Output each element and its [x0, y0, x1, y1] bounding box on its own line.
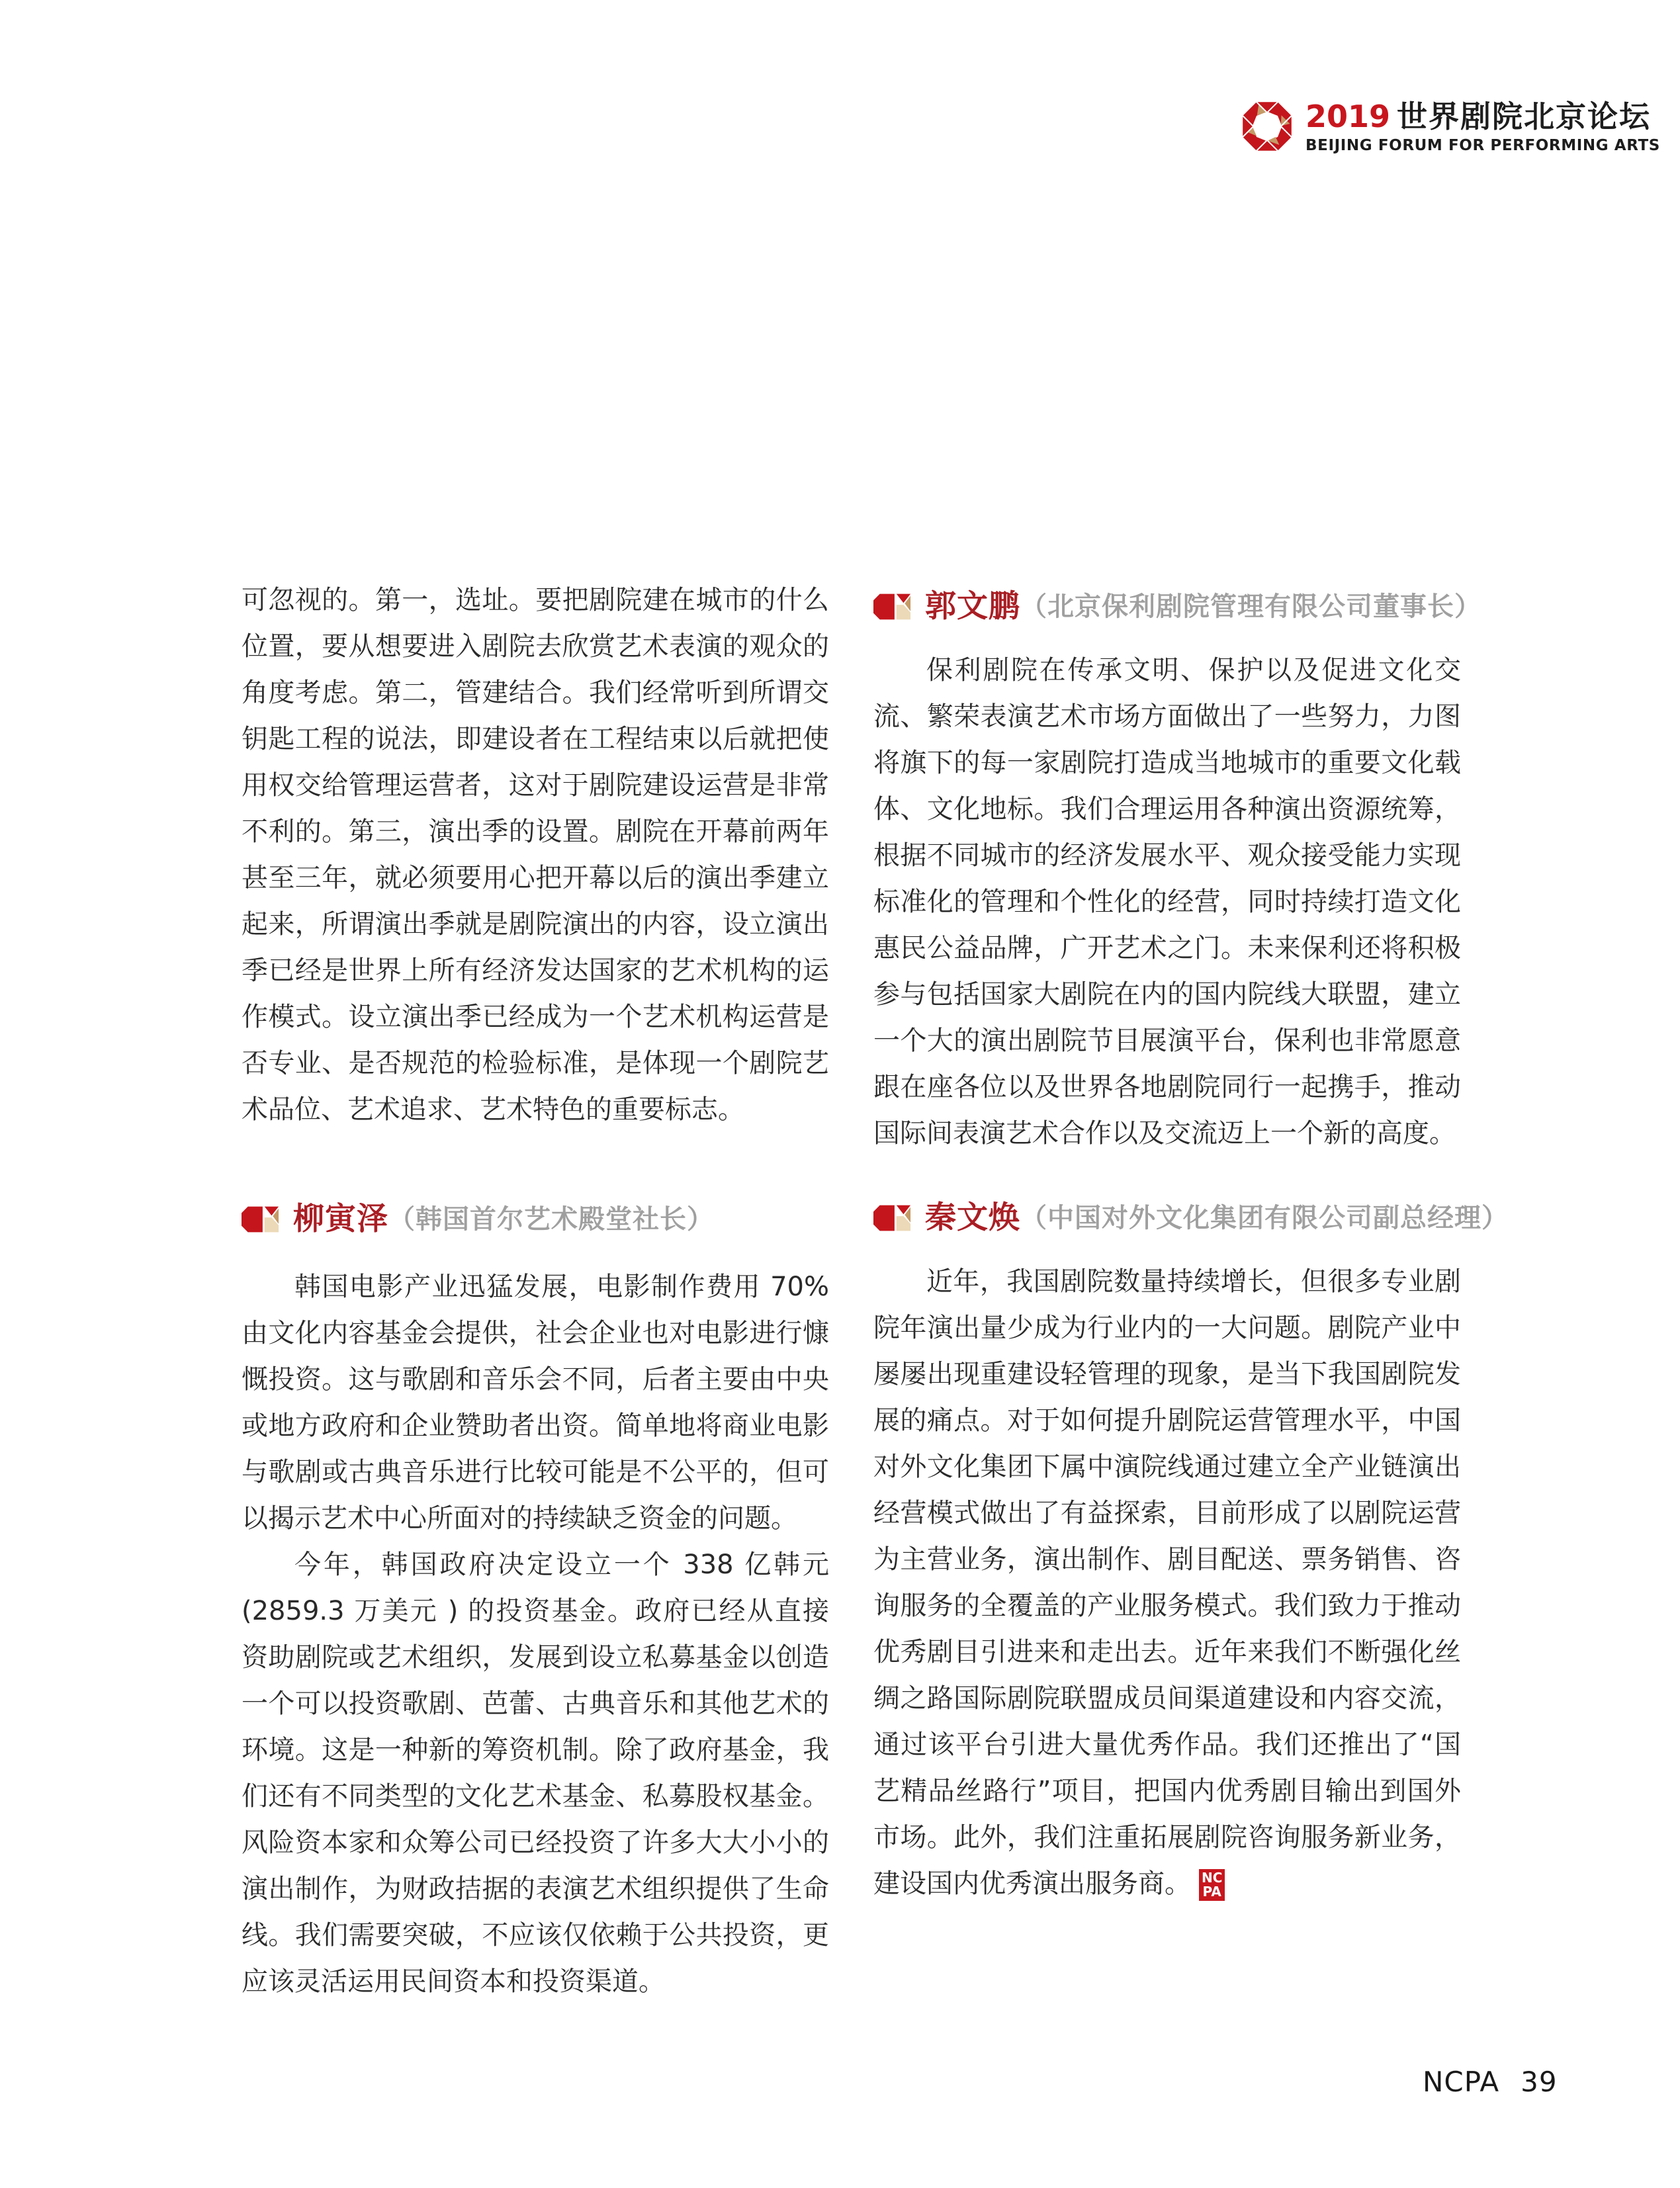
left-column: [242, 577, 829, 2005]
right-column: [873, 577, 1509, 1907]
speaker-affiliation: （中国对外文化集团有限公司副总经理）: [1020, 1203, 1509, 1233]
masthead-text: [1305, 99, 1660, 154]
speaker-name: 柳寅泽: [293, 1201, 388, 1237]
endmark-line1: NC: [1202, 1870, 1223, 1886]
speaker-heading: [873, 1198, 1509, 1239]
masthead: [1241, 99, 1660, 154]
speaker-bullet-icon: [873, 1205, 912, 1231]
forum-logo-icon: [1241, 99, 1294, 153]
paragraph: 近年，我国剧院数量持续增长，但很多专业剧院年演出量少成为行业内的一大问题。剧院产业中屡屡出现重建设轻管理的现象，是当下我国剧院发展的痛点。对于如何提升剧院运营管理水平，中国对外文化集团下属中演院线通过建立全产业链演出经营模式做出了有益探索，目前形成了以剧院运营为主营业务，演出制作、剧目配送、票务销售、咨询服务的全覆盖的产业服务模式。我们致力于推动优秀剧目引进来和走出去。近年来我们不断强化丝绸之路国际剧院联盟成员间渠道建设和内容交流，通过该平台引进大量优秀作品。我们还推出了“国艺精品丝路行”项目，把国内优秀剧目输出到国外市场。此外，我们注重拓展剧院咨询服务新业务，建设国内优秀演出服务商。 NC PA: [873, 1266, 1461, 1900]
speaker-bullet-icon: [242, 1206, 280, 1233]
speaker-name: 郭文鹏: [925, 588, 1020, 625]
speaker-heading: [242, 1199, 829, 1240]
speaker-affiliation: （北京保利剧院管理有限公司董事长）: [1020, 591, 1481, 622]
paragraph: 可忽视的。第一，选址。要把剧院建在城市的什么位置，要从想要进入剧院去欣赏艺术表演的观众的角度考虑。第二，管建结合。我们经常听到所谓交钥匙工程的说法，即建设者在工程结束以后就把使用权交给管理运营者，这对于剧院建设运营是非常不利的。第三，演出季的设置。剧院在开幕前两年甚至三年，就必须要用心把开幕以后的演出季建立起来，所谓演出季就是剧院演出的内容，设立演出季已经是世界上所有经济发达国家的艺术机构的运作模式。设立演出季已经成为一个艺术机构运营是否专业、是否规范的检验标准，是体现一个剧院艺术品位、艺术追求、艺术特色的重要标志。: [242, 585, 829, 1125]
paragraph: 保利剧院在传承文明、保护以及促进文化交流、繁荣表演艺术市场方面做出了一些努力，力图将旗下的每一家剧院打造成当地城市的重要文化载体、文化地标。我们合理运用各种演出资源统筹，根据不同城市的经济发展水平、观众接受能力实现标准化的管理和个性化的经营，同时持续打造文化惠民公益品牌，广开艺术之门。未来保利还将积极参与包括国家大剧院在内的国内院线大联盟，建立一个大的演出剧院节目展演平台，保利也非常愿意跟在座各位以及世界各地剧院同行一起携手，推动国际间表演艺术合作以及交流迈上一个新的高度。: [873, 655, 1461, 1149]
masthead-year: 2019: [1305, 99, 1391, 134]
ncpa-end-mark: [1199, 1869, 1225, 1901]
endmark-line2: PA: [1202, 1884, 1221, 1900]
masthead-title: [1305, 99, 1660, 134]
speaker-name: 秦文焕: [925, 1200, 1020, 1236]
speaker-heading: [873, 586, 1481, 627]
page-footer: [1423, 2066, 1558, 2098]
paragraph: 韩国电影产业迅猛发展，电影制作费用 70% 由文化内容基金会提供，社会企业也对电影进行慷慨投资。这与歌剧和音乐会不同，后者主要由中央或地方政府和企业赞助者出资。简单地将商业电影与歌剧或古典音乐进行比较可能是不公平的，但可以揭示艺术中心所面对的持续缺乏资金的问题。: [242, 1272, 829, 1534]
masthead-subtitle: BEIJING FORUM FOR PERFORMING ARTS: [1305, 137, 1660, 154]
speaker-affiliation: （韩国首尔艺术殿堂社长）: [388, 1204, 714, 1235]
speaker-bullet-icon: [873, 593, 912, 620]
masthead-title-cn: 世界剧院北京论坛: [1397, 99, 1652, 134]
paragraph: 今年，韩国政府决定设立一个 338 亿韩元 (2859.3 万美元 ) 的投资基金。政府已经从直接资助剧院或艺术组织，发展到设立私募基金以创造一个可以投资歌剧、芭蕾、古典音乐和其他艺术的环境。这是一种新的筹资机制。除了政府基金，我们还有不同类型的文化艺术基金、私募股权基金。风险资本家和众筹公司已经投资了许多大大小小的演出制作，为财政拮据的表演艺术组织提供了生命线。我们需要突破，不应该仅依赖于公共投资，更应该灵活运用民间资本和投资渠道。: [242, 1550, 829, 1997]
page-number: 39: [1521, 2066, 1558, 2098]
footer-brand: NCPA: [1423, 2066, 1500, 2098]
